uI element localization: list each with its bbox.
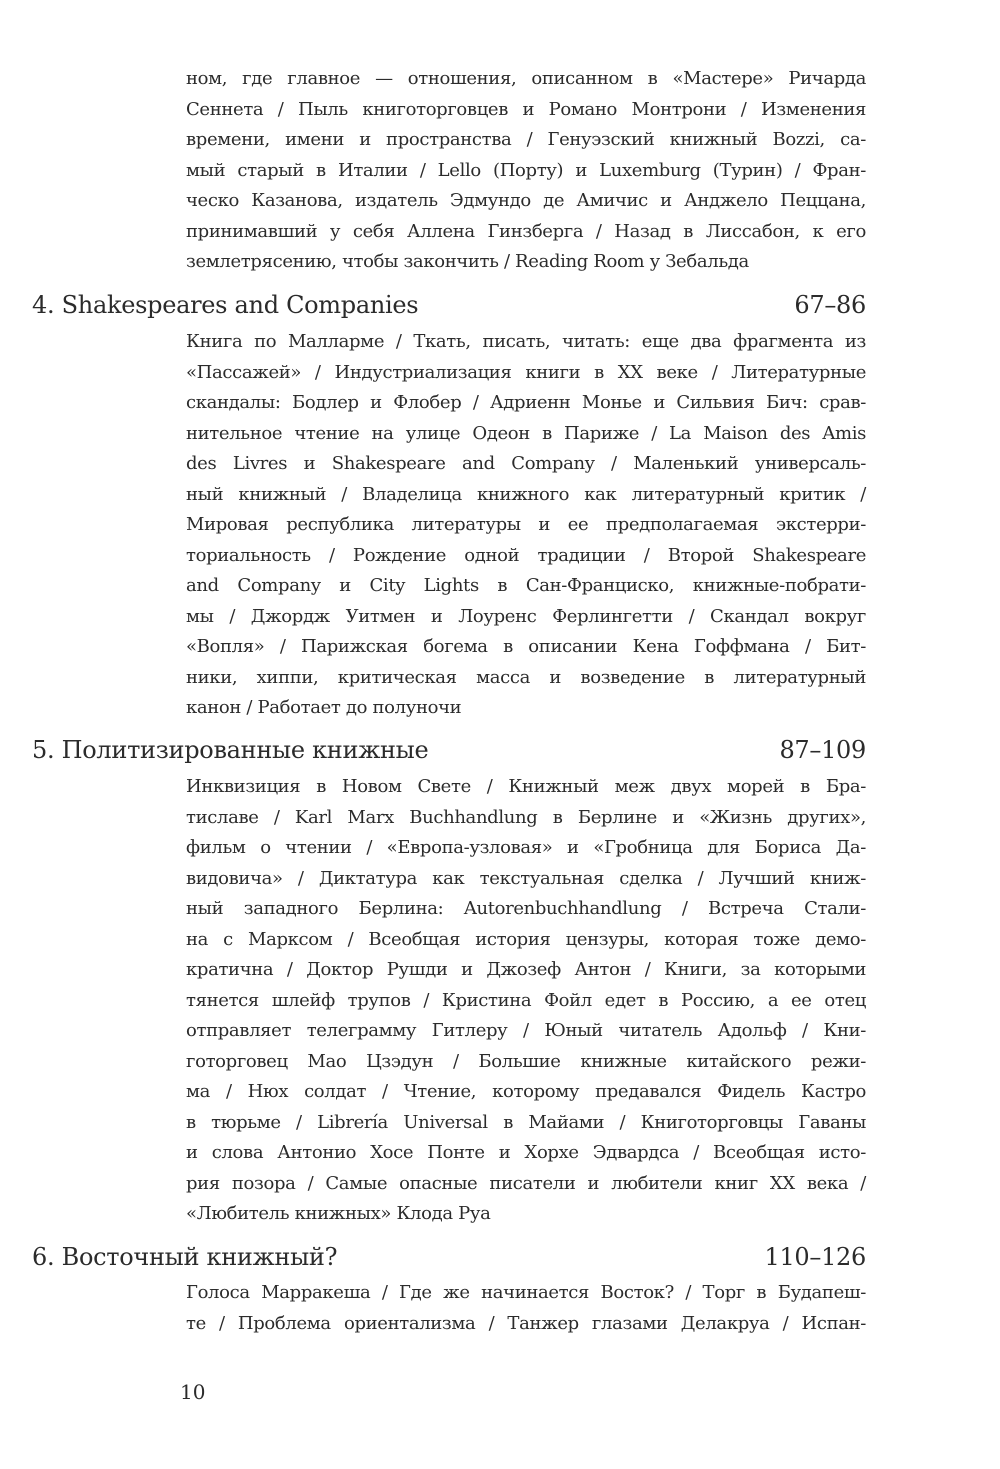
- chapter-4-summary: [186, 327, 866, 724]
- summary-line: ном, где главное — отношения, описанном в «Мастере» Ричарда: [186, 68, 866, 89]
- page-number: 10: [180, 1380, 206, 1404]
- chapter-pages: 87–109: [779, 736, 866, 764]
- summary-line: и слова Антонио Хосе Понте и Хорхе Эдвардса / Всеобщая исто-: [186, 1142, 866, 1163]
- summary-line: «Любитель книжных» Клода Руа: [186, 1203, 491, 1224]
- summary-line: тянется шлейф трупов / Кристина Фойл едет в Россию, а ее отец: [186, 989, 866, 1011]
- chapter-6-heading: [32, 1237, 866, 1277]
- summary-line: фильм о чтении / «Европа-узловая» и «Гробница для Бориса Да-: [186, 837, 866, 858]
- chapter-5-summary: [186, 772, 866, 1230]
- summary-line: в тюрьме / Librería Universal в Майами / Книготорговцы Гаваны: [186, 1111, 866, 1133]
- summary-line: тиславе / Karl Marx Buchhandlung в Берлине и «Жизнь других»,: [186, 806, 866, 828]
- summary-line: «Пассажей» / Индустриализация книги в XX веке / Литературные: [186, 361, 866, 383]
- chapter-title: 5. Политизированные книжные: [32, 736, 429, 764]
- summary-line: мый старый в Италии / Lello (Порту) и Luxemburg (Турин) / Фран-: [186, 159, 866, 181]
- chapter-pages: 110–126: [764, 1243, 866, 1271]
- chapter-title: 6. Восточный книжный?: [32, 1243, 338, 1271]
- summary-line: рия позора / Самые опасные писатели и любители книг XX века /: [186, 1172, 866, 1194]
- chapter-3-summary-continued: [186, 64, 866, 278]
- summary-line: отправляет телеграмму Гитлеру / Юный читатель Адольф / Кни-: [186, 1020, 866, 1041]
- summary-line: нительное чтение на улице Одеон в Париже / La Maison des Amis: [186, 422, 866, 444]
- summary-line: ториальность / Рождение одной традиции / Второй Shakespeare: [186, 544, 866, 566]
- summary-line: and Company и City Lights в Сан-Франциско, книжные-побрати-: [186, 575, 866, 596]
- summary-line: принимавший у себя Аллена Гинзберга / Назад в Лиссабон, к его: [186, 220, 866, 242]
- chapter-5-heading: [32, 730, 866, 770]
- chapter-6-summary: [186, 1278, 866, 1339]
- summary-line: ный книжный / Владелица книжного как литературный критик /: [186, 483, 866, 505]
- summary-line: ники, хиппи, критическая масса и возведение в литературный: [186, 666, 866, 688]
- summary-line: Книга по Малларме / Ткать, писать, читать: еще два фрагмента из: [186, 331, 866, 352]
- summary-line: мы / Джордж Уитмен и Лоуренс Ферлингетти / Скандал вокруг: [186, 605, 866, 627]
- summary-line: кратична / Доктор Рушди и Джозеф Антон / Книги, за которыми: [186, 959, 866, 980]
- summary-line: канон / Работает до полуночи: [186, 697, 462, 718]
- summary-line: землетрясению, чтобы закончить / Reading Room у Зебальда: [186, 251, 749, 272]
- summary-line: скандалы: Бодлер и Флобер / Адриенн Монье и Сильвия Бич: срав-: [186, 392, 866, 413]
- summary-line: ный западного Берлина: Autorenbuchhandlung / Встреча Стали-: [186, 898, 866, 919]
- summary-line: на с Марксом / Всеобщая история цензуры, которая тоже демо-: [186, 928, 866, 950]
- summary-line: готорговец Мао Цзэдун / Большие книжные китайского режи-: [186, 1050, 866, 1072]
- summary-line: ма / Нюх солдат / Чтение, которому предавался Фидель Кастро: [186, 1081, 866, 1102]
- summary-line: des Livres и Shakespeare and Company / Маленький универсаль-: [186, 453, 866, 474]
- summary-line: видовича» / Диктатура как текстуальная сделка / Лучший книж-: [186, 867, 866, 889]
- summary-line: те / Проблема ориентализма / Танжер глазами Делакруа / Испан-: [186, 1312, 866, 1334]
- summary-line: «Вопля» / Парижская богема в описании Кена Гоффмана / Бит-: [186, 636, 866, 657]
- summary-line: Сеннета / Пыль книготорговцев и Романо Монтрони / Изменения: [186, 98, 866, 120]
- summary-line: Голоса Марракеша / Где же начинается Восток? / Торг в Будапеш-: [186, 1282, 866, 1303]
- chapter-pages: 67–86: [794, 291, 866, 319]
- summary-line: Мировая республика литературы и ее предполагаемая экстерри-: [186, 514, 866, 535]
- summary-line: ческо Казанова, издатель Эдмундо де Амичис и Анджело Пеццана,: [186, 190, 866, 211]
- summary-line: Инквизиция в Новом Свете / Книжный меж двух морей в Бра-: [186, 776, 866, 797]
- summary-line: времени, имени и пространства / Генуэзский книжный Bozzi, са-: [186, 129, 866, 150]
- chapter-4-heading: [32, 285, 866, 325]
- chapter-title: 4. Shakespeares and Companies: [32, 291, 419, 319]
